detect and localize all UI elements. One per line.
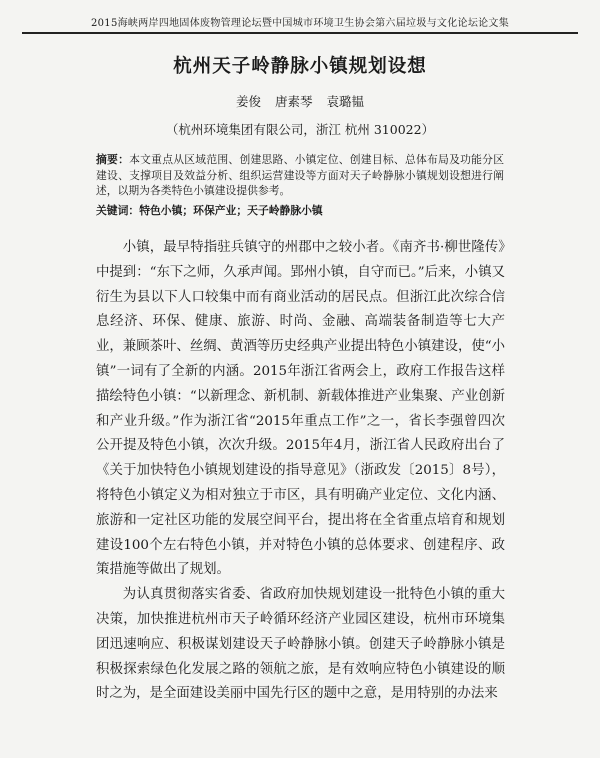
keywords-label: 关键词：: [96, 204, 140, 217]
paper-title: 杭州天子岭静脉小镇规划设想: [173, 56, 427, 77]
running-header: 2015海峡两岸四地固体废物管理论坛暨中国城市环境卫生协会第六届垃圾与文化论坛论文集: [22, 14, 578, 33]
abstract-label: 摘要：: [96, 153, 130, 166]
paragraph: 小镇，最早特指驻兵镇守的州郡中之较小者。《南齐书·柳世隆传》中提到：“东下之师，久承声闻。郢州小镇，自守而已。”后来，小镇又衍生为县以下人口较集中而有商业活动的居民点。但浙江此次综合信息经济、环保、健康、旅游、时尚、金融、高端装备制造等七大产业，兼顾茶叶、丝绸、黄酒等历史经典产业提出特色小镇建设，使“小镇”一词有了全新的内涵。2015年浙江省两会上，政府工作报告这样描绘特色小镇：“以新理念、新机制、新载体推进产业集聚、产业创新和产业升级。”作为浙江省“2015年重点工作”之一，省长李强曾四次公开提及特色小镇，次次升级。2015年4月，浙江省人民政府出台了《关于加快特色小镇规划建设的指导意见》（浙政发〔2015〕8号），将特色小镇定义为相对独立于市区，具有明确产业定位、文化内涵、旅游和一定社区功能的发展空间平台，提出将在全省重点培育和规划建设100个左右特色小镇，并对特色小镇的总体要求、创建程序、政策措施等做出了规划。: [96, 240, 505, 578]
header-rule: [22, 33, 578, 34]
keywords-text: 特色小镇；环保产业；天子岭静脉小镇: [139, 204, 323, 217]
paragraph: 为认真贯彻落实省委、省政府加快规划建设一批特色小镇的重大决策，加快推进杭州市天子岭循环经济产业园区建设，杭州市环境集团迅速响应、积极谋划建设天子岭静脉小镇。创建天子岭静脉小镇是积极探索绿色化发展之路的领航之旅，是有效响应特色小镇建设的顺时之为，是全面建设美丽中国先行区的题中之意，是用特别的办法来: [96, 587, 505, 702]
abstract-text: 本文重点从区域范围、创建思路、小镇定位、创建目标、总体布局及功能分区建设、支撑项目及效益分析、组织运营建设等方面对天子岭静脉小镇规划设想进行阐述，以期为各类特色小镇建设提供参考。: [96, 153, 505, 197]
body-text: [96, 236, 505, 707]
keywords: [96, 203, 504, 218]
authors: 姜俊 唐素琴 袁璐韫: [236, 94, 364, 109]
affiliation: （杭州环境集团有限公司，浙江 杭州 310022）: [165, 122, 435, 137]
abstract: [96, 152, 504, 199]
